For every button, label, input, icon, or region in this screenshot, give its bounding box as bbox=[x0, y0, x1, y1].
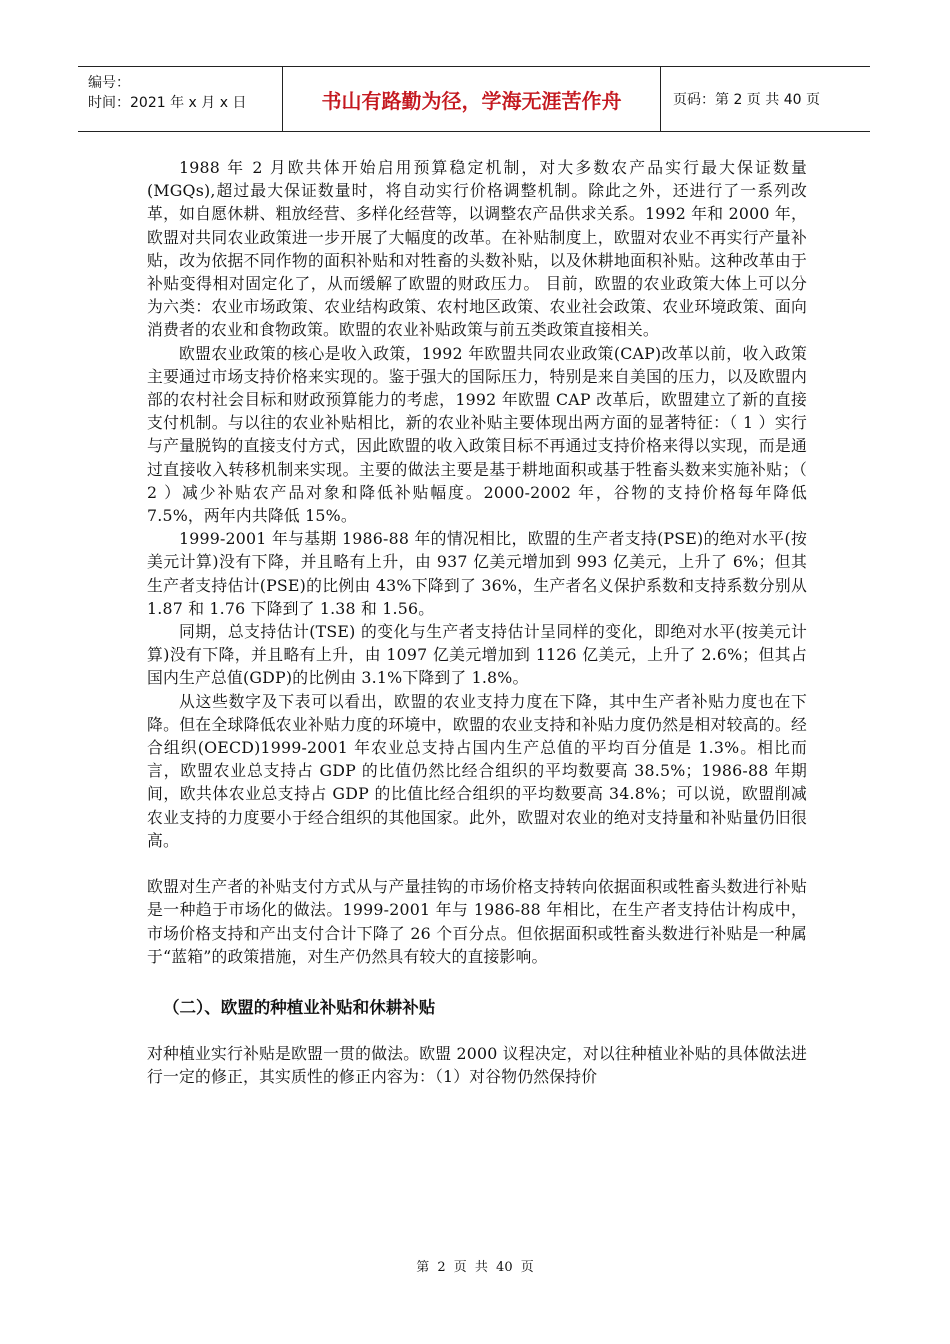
header-page-number: 页码：第 2 页 共 40 页 bbox=[673, 92, 820, 108]
header-motto: 书山有路勤为径，学海无涯苦作舟 bbox=[283, 67, 661, 131]
paragraph-spacer bbox=[147, 852, 807, 875]
paragraph-4: 同期，总支持估计(TSE) 的变化与生产者支持估计呈同样的变化，即绝对水平(按美元计算)没有下降，并且略有上升，由 1097 亿美元增加到 1126 亿美元，上升了 2.6%；但其占国内生产总值(GDP)的比例由 3.1%下降到了 1.8%。 bbox=[147, 622, 807, 688]
paragraph-2: 欧盟农业政策的核心是收入政策，1992 年欧盟共同农业政策(CAP)改革以前，收入政策主要通过市场支持价格来实现的。鉴于强大的国际压力，特别是来自美国的压力，以及欧盟内部的农村社会目标和财政预算能力的考虑，1992 年欧盟 CAP 改革后，欧盟建立了新的直接支付机制。与以往的农业补贴相比，新的农业补贴主要体现出两方面的显著特征：（ 1 ）实行与产量脱钩的直接支付方式，因此欧盟的收入政策目标不再通过支持价格来得以实现，而是通过直接收入转移机制来实现。主要的做法主要是基于耕地面积或基于牲畜头数来实施补贴；（ 2 ）减少补贴农产品对象和降低补贴幅度。2000-2002 年，谷物的支持价格每年降低 7.5%，两年内共降低 15%。 bbox=[147, 343, 807, 526]
page-header bbox=[78, 66, 870, 132]
section-heading: （二）、欧盟的种植业补贴和休耕补贴 bbox=[163, 997, 436, 1017]
document-body bbox=[147, 156, 807, 1088]
paragraph-7: 对种植业实行补贴是欧盟一贯的做法。欧盟 2000 议程决定，对以往种植业补贴的具体做法进行一定的修正，其实质性的修正内容为：（1）对谷物仍然保持价 bbox=[147, 1043, 807, 1087]
heading-spacer bbox=[147, 1019, 807, 1042]
document-number-label: 编号： bbox=[88, 75, 130, 91]
section-spacer bbox=[147, 968, 807, 996]
paragraph-5: 从这些数字及下表可以看出，欧盟的农业支持力度在下降，其中生产者补贴力度也在下降。但在全球降低农业补贴力度的环境中，欧盟的农业支持和补贴力度仍然是相对较高的。经合组织(OECD)1999-2001 年农业总支持占国内生产总值的平均百分值是 1.3%。相比而言，欧盟农业总支持占 GDP 的比值仍然比经合组织的平均数要高 38.5%；1986-88 年期间，欧共体农业总支持占 GDP 的比值比经合组织的平均数要高 34.8%；可以说，欧盟削减农业支持的力度要小于经合组织的其他国家。此外，欧盟对农业的绝对支持量和补贴量仍旧很高。 bbox=[147, 691, 807, 850]
paragraph-1: 1988 年 2 月欧共体开始启用预算稳定机制，对大多数农产品实行最大保证数量(MGQs),超过最大保证数量时，将自动实行价格调整机制。除此之外，还进行了一系列改革，如自愿休耕、粗放经营、多样化经营等，以调整农产品供求关系。1992 年和 2000 年，欧盟对共同农业政策进一步开展了大幅度的改革。在补贴制度上，欧盟对农业不再实行产量补贴，改为依据不同作物的面积补贴和对牲畜的头数补贴，以及休耕地面积补贴。这种改革由于补贴变得相对固定化了，从而缓解了欧盟的财政压力。 目前，欧盟的农业政策大体上可以分为六类：农业市场政策、农业结构政策、农村地区政策、农业社会政策、农业环境政策、面向消费者的农业和食物政策。欧盟的农业补贴政策与前五类政策直接相关。 bbox=[147, 158, 807, 340]
paragraph-3: 1999-2001 年与基期 1986-88 年的情况相比，欧盟的生产者支持(PSE)的绝对水平(按美元计算)没有下降，并且略有上升，由 937 亿美元增加到 993 亿美元，上升了 6%；但其生产者支持估计(PSE)的比例由 43%下降到了 36%，生产者名义保护系数和支持系数分别从 1.87 和 1.76 下降到了 1.38 和 1.56。 bbox=[147, 529, 807, 618]
document-date-label: 时间：2021 年 x 月 x 日 bbox=[88, 95, 247, 111]
paragraph-6: 欧盟对生产者的补贴支付方式从与产量挂钩的市场价格支持转向依据面积或牲畜头数进行补贴是一种趋于市场化的做法。1999-2001 年与 1986-88 年相比，在生产者支持估计构成中，市场价格支持和产出支付合计下降了 26 个百分点。但依据面积或牲畜头数进行补贴是一种属于“蓝箱”的政策措施，对生产仍然具有较大的直接影响。 bbox=[147, 877, 807, 966]
header-meta bbox=[78, 67, 283, 131]
page-footer: 第 2 页 共 40 页 bbox=[416, 1260, 534, 1275]
